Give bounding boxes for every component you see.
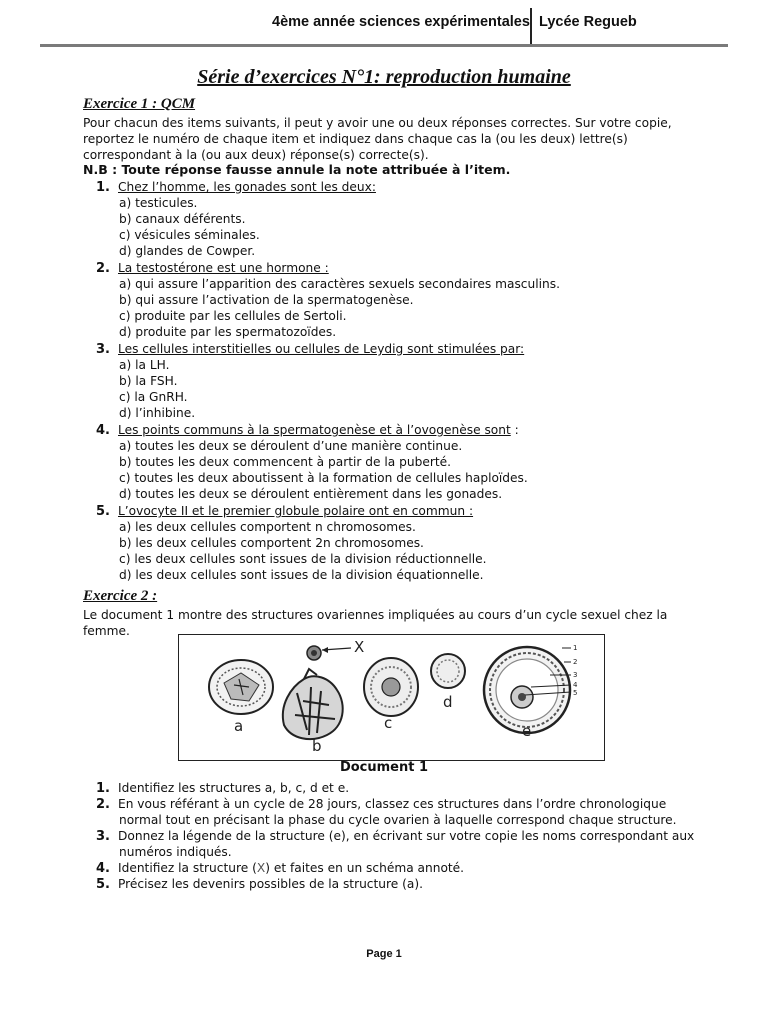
- label-5: 5: [573, 689, 578, 697]
- ex2-question-2: 2. En vous référant à un cycle de 28 jours, classez ces structures dans l’ordre chronologique: [96, 797, 667, 812]
- label-3: 3: [573, 671, 578, 679]
- exercise1-title: Exercice 1 : QCM: [83, 96, 196, 112]
- question-1-option-b: b) canaux déférents.: [119, 212, 246, 226]
- question-5-option-c: c) les deux cellules sont issues de la division réductionnelle.: [119, 552, 487, 566]
- structure-b: [283, 669, 343, 739]
- question-4-option-a: a) toutes les deux se déroulent d’une manière continue.: [119, 439, 463, 453]
- question-5-option-a: a) les deux cellules comportent n chromosomes.: [119, 520, 416, 534]
- structure-d: [431, 654, 465, 688]
- exercise2-title: Exercice 2 :: [83, 588, 158, 604]
- ex2-question-2-line2: normal tout en précisant la phase du cycle ovarien à laquelle correspond chaque structure.: [119, 813, 677, 827]
- question-3: 3. Les cellules interstitielles ou cellules de Leydig sont stimulées par:: [96, 342, 525, 357]
- label-2: 2: [573, 658, 578, 666]
- structure-a: [209, 660, 273, 714]
- question-4-option-c: c) toutes les deux aboutissent à la formation de cellules haploïdes.: [119, 471, 528, 485]
- structure-x: [307, 646, 351, 660]
- figure-caption: Document 1: [339, 760, 429, 775]
- question-4-option-b: b) toutes les deux commencent à partir de la puberté.: [119, 455, 451, 469]
- ex2-question-3: 3. Donnez la légende de la structure (e), en écrivant sur votre copie les noms correspondant aux: [96, 829, 695, 844]
- ex2-question-5: 5. Précisez les devenirs possibles de la structure (a).: [96, 877, 423, 892]
- label-1: 1: [573, 644, 578, 652]
- label-b: b: [312, 737, 322, 755]
- exercise1-intro: Pour chacun des items suivants, il peut y avoir une ou deux réponses correctes. Sur votre copie, reportez le numéro de chaque item et indiquez dans chaque cas la (ou les deux) lettre(s) correspondant à la (ou aux deux) réponse(s) correcte(s).: [83, 116, 672, 162]
- exercise1-note: N.B : Toute réponse fausse annule la note attribuée à l’item.: [83, 162, 511, 177]
- ex2-question-4: 4. Identifiez la structure (X) et faites en un schéma annoté.: [96, 861, 465, 876]
- document-title: Série d’exercices N°1: reproduction humaine: [197, 66, 571, 88]
- school-name: Lycée Regueb: [539, 14, 637, 30]
- exercise2-intro: Le document 1 montre des structures ovariennes impliquées au cours d’un cycle sexuel chez la femme.: [83, 608, 668, 638]
- question-1-option-d: d) glandes de Cowper.: [119, 244, 256, 258]
- label-e: e: [522, 722, 532, 740]
- question-2-option-c: c) produite par les cellules de Sertoli.: [119, 309, 347, 323]
- question-3-option-a: a) la LH.: [119, 358, 170, 372]
- label-4: 4: [573, 681, 578, 689]
- question-3-option-b: b) la FSH.: [119, 374, 178, 388]
- structure-e: [484, 647, 571, 733]
- question-1-option-a: a) testicules.: [119, 196, 198, 210]
- label-d: d: [443, 693, 453, 711]
- question-5: 5. L’ovocyte II et le premier globule polaire ont en commun :: [96, 504, 474, 519]
- ex2-question-3-line2: numéros indiqués.: [119, 845, 232, 859]
- header-divider: [530, 8, 532, 44]
- structure-c: [364, 658, 418, 716]
- question-5-option-b: b) les deux cellules comportent 2n chromosomes.: [119, 536, 424, 550]
- page-header: [40, 8, 728, 47]
- ex2-question-1: 1. Identifiez les structures a, b, c, d et e.: [96, 781, 350, 796]
- ovarian-structures-drawing: [179, 635, 604, 760]
- question-2-option-a: a) qui assure l’apparition des caractères sexuels secondaires masculins.: [119, 277, 560, 291]
- question-2-option-b: b) qui assure l’activation de la spermatogenèse.: [119, 293, 414, 307]
- question-1: 1. Chez l’homme, les gonades sont les deux:: [96, 180, 376, 195]
- question-3-option-c: c) la GnRH.: [119, 390, 188, 404]
- class-name: 4ème année sciences expérimentales: [272, 14, 530, 30]
- label-a: a: [234, 717, 244, 735]
- question-5-option-d: d) les deux cellules sont issues de la division équationnelle.: [119, 568, 484, 582]
- question-1-option-c: c) vésicules séminales.: [119, 228, 260, 242]
- page-number: Page 1: [366, 948, 402, 960]
- question-2: 2. La testostérone est une hormone :: [96, 261, 329, 276]
- question-4: 4. Les points communs à la spermatogenèse et à l’ovogenèse sont :: [96, 423, 519, 438]
- label-c: c: [384, 714, 393, 732]
- question-3-option-d: d) l’inhibine.: [119, 406, 196, 420]
- question-4-option-d: d) toutes les deux se déroulent entièrement dans les gonades.: [119, 487, 503, 501]
- label-x: X: [354, 638, 365, 656]
- document-1-figure: [178, 634, 605, 761]
- question-2-option-d: d) produite par les spermatozoïdes.: [119, 325, 337, 339]
